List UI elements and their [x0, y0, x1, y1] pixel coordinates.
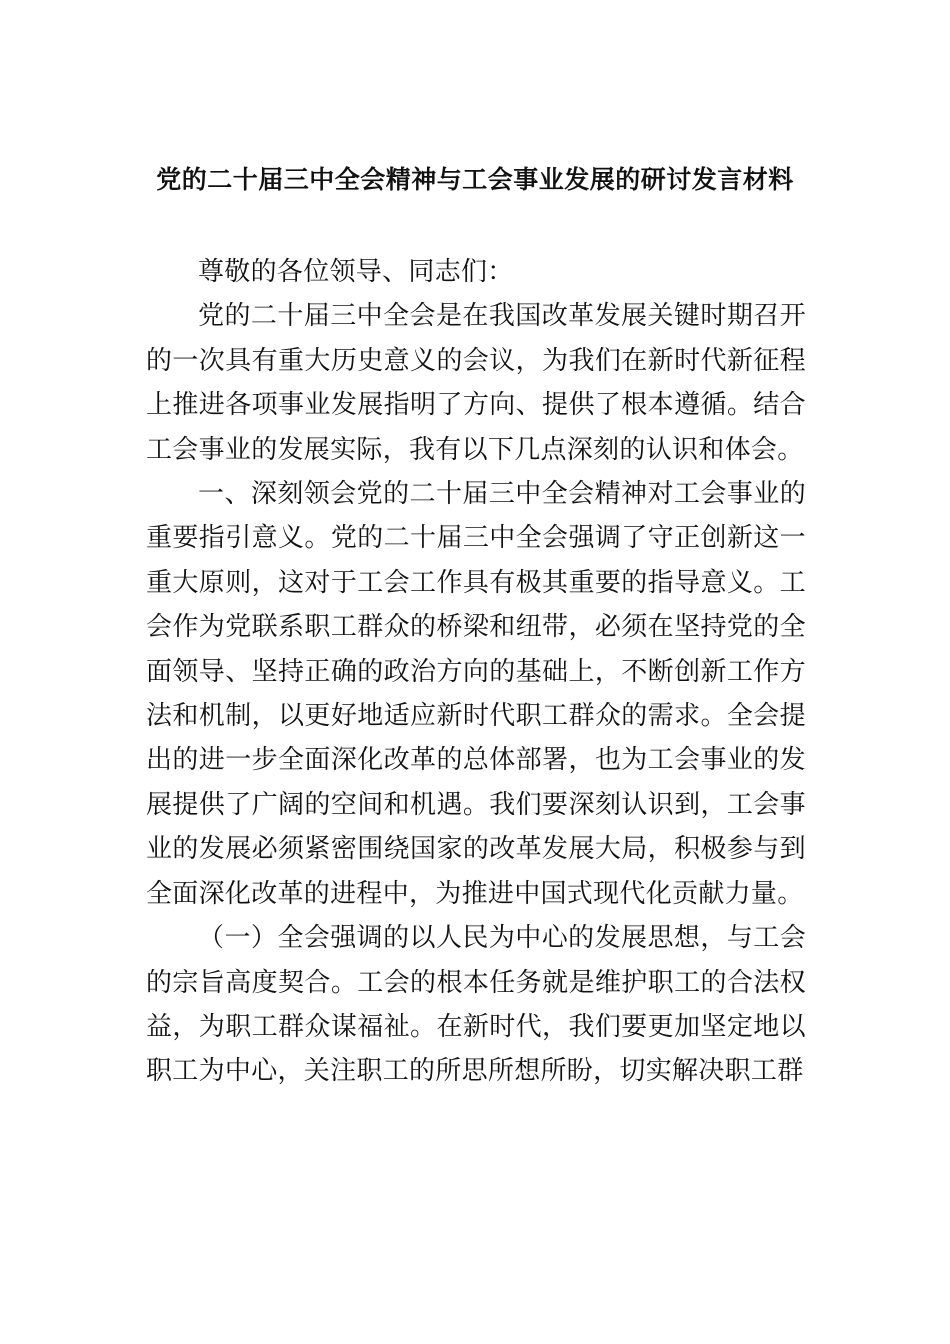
paragraph-subsection-one: （一）全会强调的以人民为中心的发展思想，与工会的宗旨高度契合。工会的根本任务就是维护职工的合法权益，为职工群众谋福祉。在新时代，我们要更加坚定地以职工为中心，关注职工的所思所想所盼，切实解决职工群 [146, 923, 806, 1087]
salutation: 尊敬的各位领导、同志们： [198, 257, 514, 287]
paragraph-section-one: 一、深刻领会党的二十届三中全会精神对工会事业的重要指引意义。党的二十届三中全会强调了守正创新这一重大原则，这对于工会工作具有极其重要的指导意义。工会作为党联系职工群众的桥梁和纽带，必须在坚持党的全面领导、坚持正确的政治方向的基础上，不断创新工作方法和机制，以更好地适应新时代职工群众的需求。全会提出的进一步全面深化改革的总体部署，也为工会事业的发展提供了广阔的空间和机遇。我们要深刻认识到，工会事业的发展必须紧密围绕国家的改革发展大局，积极参与到全面深化改革的进程中，为推进中国式现代化贡献力量。 [146, 479, 806, 909]
document-body [146, 250, 806, 1094]
paragraph-intro: 党的二十届三中全会是在我国改革发展关键时期召开的一次具有重大历史意义的会议，为我们在新时代新征程上推进各项事业发展指明了方向、提供了根本遵循。结合工会事业的发展实际，我有以下几点深刻的认识和体会。 [146, 301, 806, 465]
document-title: 党的二十届三中全会精神与工会事业发展的研讨发言材料 [156, 165, 794, 194]
